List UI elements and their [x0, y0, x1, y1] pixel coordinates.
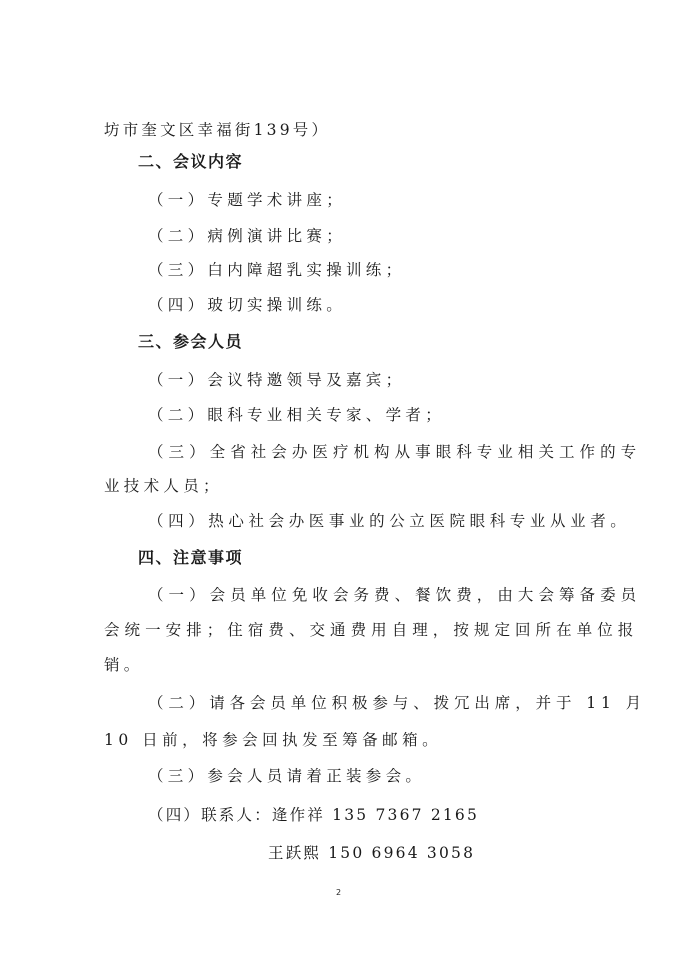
section-heading-attendees: 三、参会人员 [138, 332, 244, 351]
list-item: （二）病例演讲比赛； [148, 227, 347, 245]
page-number: 2 [335, 888, 342, 897]
list-item-continuation: 10 日前，将参会回执发至筹备邮箱。 [104, 731, 443, 749]
list-item: （三）白内障超乳实操训练； [148, 261, 406, 279]
section-heading-meeting-content: 二、会议内容 [138, 152, 244, 171]
list-item-continuation: 会统一安排；住宿费、交通费用自理，按规定回所在单位报 [104, 621, 639, 639]
contact-line-1: （四）联系人：逄作祥 135 7367 2165 [148, 806, 480, 824]
list-item: （二）请各会员单位积极参与、拨冗出席，并于 11 月 [148, 694, 646, 712]
list-item: （四）热心社会办医事业的公立医院眼科专业从业者。 [148, 512, 631, 530]
address-continuation: 坊市奎文区幸福街139号） [104, 121, 331, 139]
list-item: （一）会员单位免收会务费、餐饮费，由大会筹备委员 [148, 586, 642, 604]
section-heading-notes: 四、注意事项 [138, 548, 244, 567]
list-item-continuation: 销。 [104, 656, 144, 674]
list-item-continuation: 业技术人员； [104, 477, 223, 495]
contact-line-2: 王跃熙 150 6964 3058 [268, 844, 476, 862]
list-item: （三）全省社会办医疗机构从事眼科专业相关工作的专 [148, 443, 642, 461]
list-item: （二）眼科专业相关专家、学者； [148, 406, 446, 424]
list-item: （三）参会人员请着正装参会。 [148, 767, 426, 785]
list-item: （一）会议特邀领导及嘉宾； [148, 371, 406, 389]
list-item: （四）玻切实操训练。 [148, 296, 347, 314]
list-item: （一）专题学术讲座； [148, 191, 347, 209]
